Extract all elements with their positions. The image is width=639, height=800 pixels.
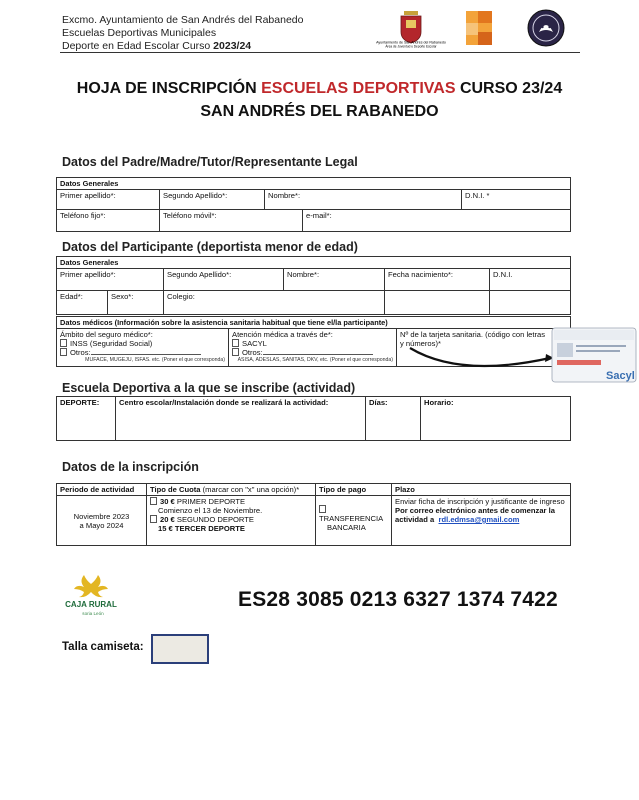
insurance-other-note: MUFACE, MUGEJU, ISFAS. etc. (Poner el que corresponda)	[85, 357, 225, 363]
transfer-checkbox[interactable]	[319, 505, 326, 513]
health-card-illustration	[400, 326, 638, 386]
caja-rural-logo	[62, 573, 120, 619]
header-program: Escuelas Deportivas Municipales	[62, 27, 217, 39]
parent-section-title: Datos del Padre/Madre/Tutor/Representante Legal	[62, 155, 358, 169]
header-institution: Excmo. Ayuntamiento de San Andrés del Rabanedo	[62, 14, 304, 26]
participant-age-field[interactable]: Edad*:	[57, 291, 108, 315]
club-badge-logo	[527, 9, 565, 47]
city-crest-logo	[368, 8, 454, 48]
attention-other-note: ASISA, ADESLAS, SANITAS, DKV, etc. (Poner el que corresponda)	[237, 357, 393, 363]
medical-band: Datos médicos (Información sobre la asistencia sanitaria habitual que tiene el/la participante)	[57, 317, 571, 329]
participant-school-field[interactable]: Colegio:	[164, 291, 385, 315]
participant-birthdate-field[interactable]: Fecha nacimiento*:	[385, 269, 490, 291]
participant-extra-field-2[interactable]	[490, 291, 571, 315]
svg-text:Área de Juventud y Deporte Esc: Área de Juventud y Deporte Escolar	[385, 44, 437, 48]
svg-text:soria León: soria León	[82, 611, 104, 616]
insurance-scope-cell	[57, 329, 229, 367]
fee-options-cell: 30 € PRIMER DEPORTE Comienzo el 13 de Noviembre. 20 € SEGUNDO DEPORTE 15 € TERCER DEPORTE	[147, 496, 316, 546]
parent-first-surname-field[interactable]: Primer apellido*:	[57, 190, 160, 210]
attention-other-label: Otros:	[242, 348, 263, 357]
registration-section-title: Datos de la inscripción	[62, 460, 199, 474]
header-course: Deporte en Edad Escolar Curso 2023/24	[62, 40, 252, 52]
participant-sex-field[interactable]: Sexo*:	[108, 291, 164, 315]
participant-name-field[interactable]: Nombre*:	[284, 269, 385, 291]
period-header: Periodo de actividad	[57, 484, 147, 496]
parent-landline-field[interactable]: Teléfono fijo*:	[57, 210, 160, 232]
parent-dni-field[interactable]: D.N.I. *	[462, 190, 571, 210]
svg-text:CAJA RURAL: CAJA RURAL	[65, 600, 117, 609]
period-cell: Noviembre 2023 a Mayo 2024	[57, 496, 147, 546]
tshirt-size-label: Talla camiseta:	[62, 641, 144, 653]
inss-label: INSS (Seguridad Social)	[70, 339, 153, 348]
fee-type-header: Tipo de Cuota (marcar con "x" una opción)*	[147, 484, 316, 496]
activity-table	[56, 396, 571, 441]
fee-first-sport-checkbox[interactable]	[150, 497, 157, 505]
deadline-header: Plazo	[392, 484, 571, 496]
schedule-field[interactable]: Horario:	[421, 397, 571, 441]
sacyl-card-brand: Sacyl	[606, 370, 635, 382]
participant-dni-field[interactable]: D.N.I.	[490, 269, 571, 291]
tshirt-size-field[interactable]	[151, 634, 209, 664]
registration-table	[56, 483, 571, 546]
sacyl-checkbox[interactable]	[232, 339, 239, 347]
participant-general-band: Datos Generales	[57, 257, 571, 269]
fee-third-sport-option[interactable]: 15 € TERCER DEPORTE	[158, 524, 245, 533]
form-title: HOJA DE INSCRIPCIÓN ESCUELAS DEPORTIVAS CURSO 23/24	[76, 80, 563, 97]
form-subtitle: SAN ANDRÉS DEL RABANEDO	[200, 103, 439, 120]
parent-email-field[interactable]: e-mail*:	[303, 210, 571, 232]
sports-area-logo	[465, 10, 493, 46]
parent-name-field[interactable]: Nombre*:	[265, 190, 462, 210]
contact-email-link[interactable]: rdl.edmsa@gmail.com	[438, 515, 520, 524]
header-rule	[60, 52, 580, 53]
payment-type-header: Tipo de pago	[316, 484, 392, 496]
medical-attention-label: Atención médica a través de*:	[232, 330, 333, 339]
venue-field[interactable]: Centro escolar/Instalación donde se realizará la actividad:	[116, 397, 366, 441]
svg-text:Ayuntamiento de San Andrés del: Ayuntamiento de San Andrés del Rabanedo	[376, 40, 446, 45]
days-field[interactable]: Días:	[366, 397, 421, 441]
parent-second-surname-field[interactable]: Segundo Apellido*:	[160, 190, 265, 210]
bank-iban: ES28 3085 0213 6327 1374 7422	[238, 588, 558, 611]
deadline-cell: Enviar ficha de inscripción y justificante de ingreso Por correo electrónico antes de comenzar la actividad a rdl.edmsa@gmail.com	[392, 496, 571, 546]
participant-second-surname-field[interactable]: Segundo Apellido*:	[164, 269, 284, 291]
participant-first-surname-field[interactable]: Primer apellido*:	[57, 269, 164, 291]
health-card-label: Nº de la tarjeta sanitaria. (código con letras y números)*	[400, 330, 546, 348]
insurance-scope-label: Ámbito del seguro médico*:	[60, 330, 153, 339]
parent-mobile-field[interactable]: Teléfono móvil*:	[160, 210, 303, 232]
participant-data-table	[56, 256, 571, 315]
payment-type-cell: TRANSFERENCIA BANCARIA	[316, 496, 392, 546]
participant-extra-field[interactable]	[385, 291, 490, 315]
sacyl-label: SACYL	[242, 339, 267, 348]
parent-general-band: Datos Generales	[57, 178, 571, 190]
medical-attention-cell	[229, 329, 397, 367]
inss-checkbox[interactable]	[60, 339, 67, 347]
participant-section-title: Datos del Participante (deportista menor de edad)	[62, 240, 358, 254]
parent-data-table	[56, 177, 571, 232]
insurance-other-label: Otros:	[70, 348, 91, 357]
fee-second-sport-checkbox[interactable]	[150, 515, 157, 523]
attention-other-line[interactable]	[263, 348, 373, 355]
insurance-other-checkbox[interactable]	[60, 348, 67, 356]
school-section-title: Escuela Deportiva a la que se inscribe (actividad)	[62, 381, 356, 395]
sport-field[interactable]: DEPORTE:	[57, 397, 116, 441]
attention-other-checkbox[interactable]	[232, 348, 239, 356]
insurance-other-line[interactable]	[91, 348, 201, 355]
